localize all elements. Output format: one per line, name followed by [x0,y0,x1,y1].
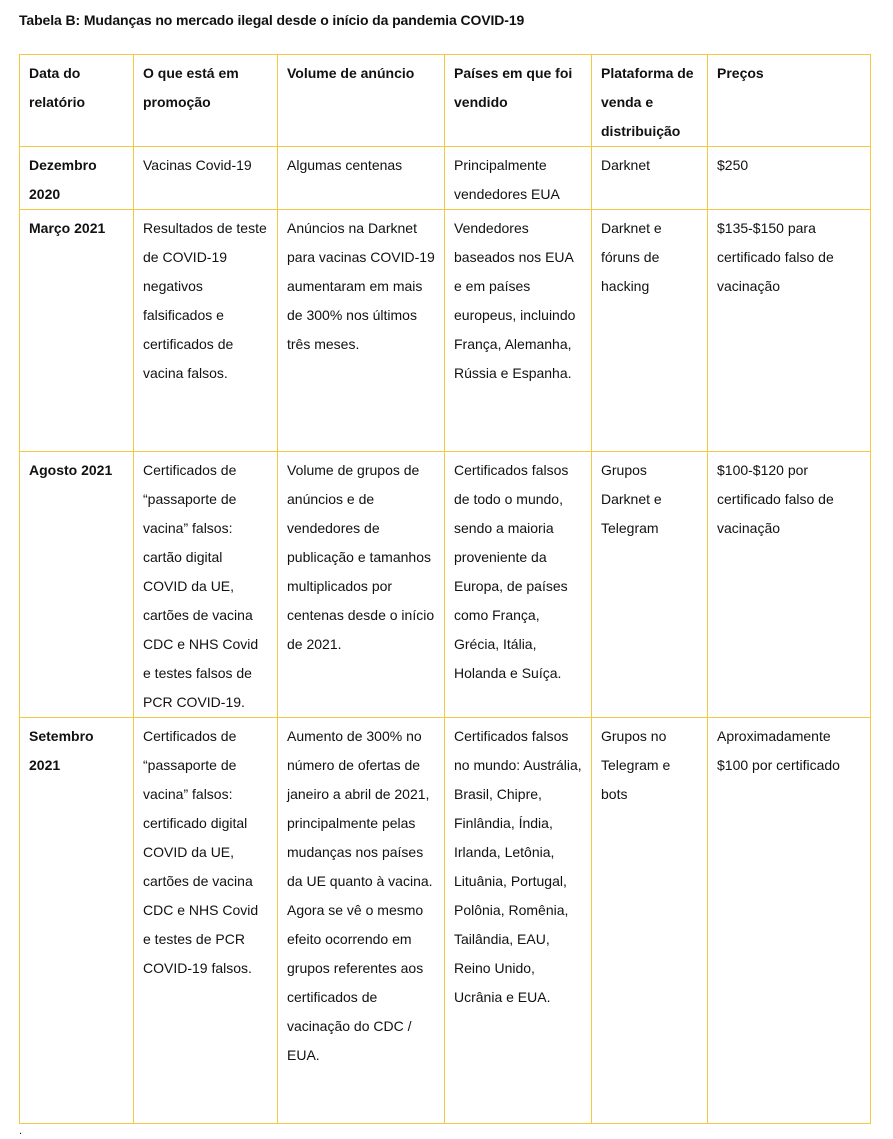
cell-date: Agosto 2021 [20,452,134,718]
cell-date: Dezembro 2020 [20,147,134,210]
cell-date: Março 2021 [20,210,134,452]
cell-countries: Certificados falsos no mundo: Austrália, Brasil, Chipre, Finlândia, Índia, Irlanda, Letônia, Lituânia, Portugal, Polônia, Romênia, Tailândia, EAU, Reino Unido, Ucrânia e EUA. [445,718,592,1124]
cell-volume: Algumas centenas [278,147,445,210]
header-report-date: Data do relatório [20,55,134,147]
cell-date: Setembro 2021 [20,718,134,1124]
header-countries: Países em que foi vendido [445,55,592,147]
cell-promotion: Resultados de teste de COVID-19 negativos falsificados e certificados de vacina falsos. [134,210,278,452]
paragraph-end-mark: . [19,1125,23,1137]
header-platform: Plataforma de venda e distribuição [592,55,708,147]
table-header-row [20,55,871,147]
cell-platform: Grupos Darknet e Telegram [592,452,708,718]
table-row [20,147,871,210]
cell-countries: Vendedores baseados nos EUA e em países europeus, incluindo França, Alemanha, Rússia e Espanha. [445,210,592,452]
cell-price: Aproximadamente $100 por certificado [708,718,871,1124]
cell-volume: Anúncios na Darknet para vacinas COVID-19 aumentaram em mais de 300% nos últimos três meses. [278,210,445,452]
header-ad-volume: Volume de anúncio [278,55,445,147]
table-row [20,718,871,1124]
header-prices: Preços [708,55,871,147]
cell-promotion: Certificados de “passaporte de vacina” falsos: certificado digital COVID da UE, cartões de vacina CDC e NHS Covid e testes de PCR COVID-19 falsos. [134,718,278,1124]
table-row [20,452,871,718]
cell-price: $135-$150 para certificado falso de vacinação [708,210,871,452]
cell-price: $250 [708,147,871,210]
illegal-market-table [19,54,871,1124]
cell-promotion: Vacinas Covid-19 [134,147,278,210]
cell-platform: Darknet e fóruns de hacking [592,210,708,452]
cell-platform: Grupos no Telegram e bots [592,718,708,1124]
cell-volume: Volume de grupos de anúncios e de vendedores de publicação e tamanhos multiplicados por centenas desde o início de 2021. [278,452,445,718]
cell-price: $100-$120 por certificado falso de vacinação [708,452,871,718]
cell-volume: Aumento de 300% no número de ofertas de janeiro a abril de 2021, principalmente pelas mudanças nos países da UE quanto à vacina. Agora se vê o mesmo efeito ocorrendo em grupos referentes aos certificados de vacinação do CDC / EUA. [278,718,445,1124]
cell-countries: Principalmente vendedores EUA [445,147,592,210]
header-promotion: O que está em promoção [134,55,278,147]
cell-promotion: Certificados de “passaporte de vacina” falsos: cartão digital COVID da UE, cartões de vacina CDC e NHS Covid e testes falsos de PCR COVID-19. [134,452,278,718]
table-caption: Tabela B: Mudanças no mercado ilegal desde o início da pandemia COVID-19 [19,12,525,28]
cell-countries: Certificados falsos de todo o mundo, sendo a maioria proveniente da Europa, de países como França, Grécia, Itália, Holanda e Suíça. [445,452,592,718]
table-row [20,210,871,452]
cell-platform: Darknet [592,147,708,210]
